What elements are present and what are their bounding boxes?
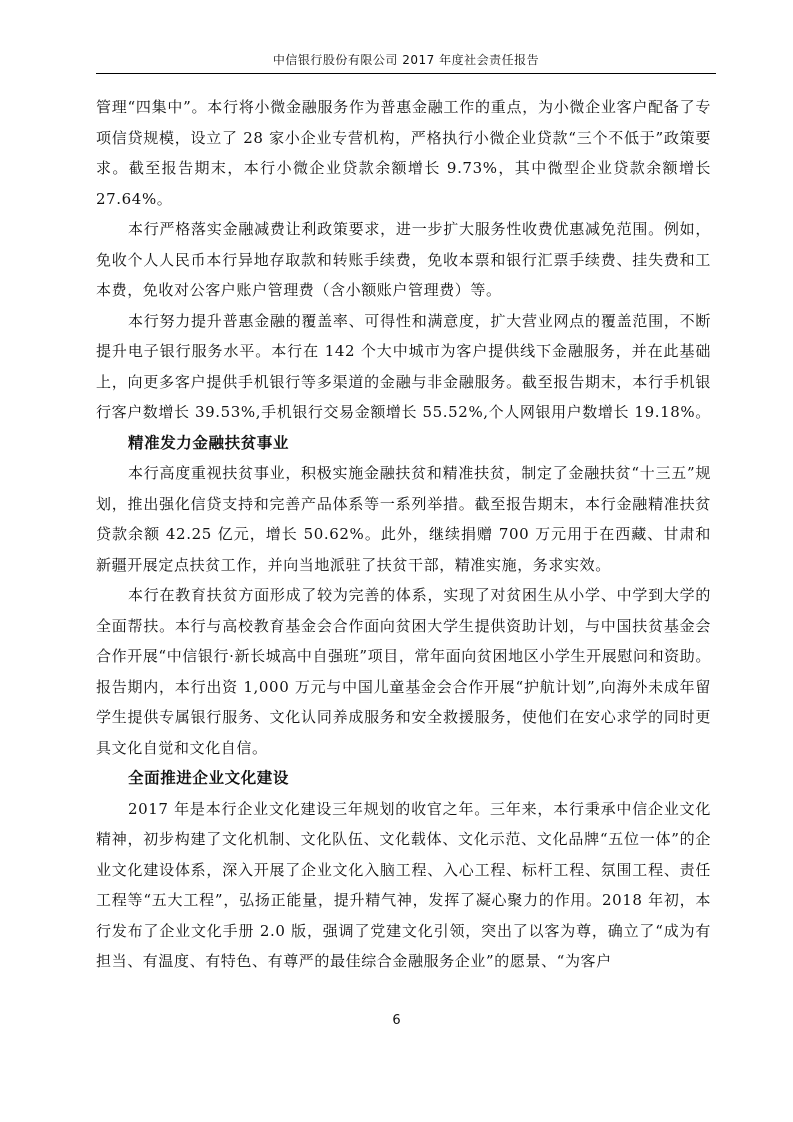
page-body <box>96 92 711 977</box>
header-divider <box>96 73 716 74</box>
paragraph-fee-reduction: 本行严格落实金融减费让利政策要求，进一步扩大服务性收费优惠减免范围。例如，免收个人人民币本行异地存取款和转账手续费，免收本票和银行汇票手续费、挂失费和工本费，免收对公客户账户管理费（含小额账户管理费）等。 <box>96 220 711 299</box>
paragraph-inclusive-finance-coverage: 本行努力提升普惠金融的覆盖率、可得性和满意度，扩大营业网点的覆盖范围，不断提升电子银行服务水平。本行在 142 个大中城市为客户提供线下金融服务，并在此基础上，向更多客户提供手机银行等多渠道的金融与非金融服务。截至报告期末，本行手机银行客户数增长 39.53%,手机银行交易金额增长 55.52%,个人网银用户数增长 19.18%。 <box>96 311 711 421</box>
paragraph-small-micro-finance: 管理“四集中”。本行将小微金融服务作为普惠金融工作的重点，为小微企业客户配备了专项信贷规模，设立了 28 家小企业专营机构，严格执行小微企业贷款“三个不低于”政策要求。截至报告期末，本行小微企业贷款余额增长 9.73%，其中微型企业贷款余额增长 27.64%。 <box>96 98 711 208</box>
paragraph-education-poverty-alleviation: 本行在教育扶贫方面形成了较为完善的体系，实现了对贫困生从小学、中学到大学的全面帮扶。本行与高校教育基金会合作面向贫困大学生提供资助计划，与中国扶贫基金会合作开展“中信银行·新长城高中自强班”项目，常年面向贫困地区小学生开展慰问和资助。报告期内，本行出资 1,000 万元与中国儿童基金会合作开展“护航计划”,向海外未成年留学生提供专属银行服务、文化认同养成服务和安全救援服务，使他们在安心求学的同时更具文化自觉和文化自信。 <box>96 586 711 757</box>
section-heading-poverty-alleviation: 精准发力金融扶贫事业 <box>128 433 290 452</box>
page-number: 6 <box>392 1013 401 1028</box>
report-header-title: 中信银行股份有限公司 2017 年度社会责任报告 <box>272 53 540 67</box>
paragraph-corporate-culture: 2017 年是本行企业文化建设三年规划的收官之年。三年来，本行秉承中信企业文化精神，初步构建了文化机制、文化队伍、文化载体、文化示范、文化品牌“五位一体”的企业文化建设体系，深入开展了企业文化入脑工程、入心工程、标杆工程、氛围工程、责任工程等“五大工程”，弘扬正能量，提升精气神，发挥了凝心聚力的作用。2018 年初，本行发布了企业文化手册 2.0 版，强调了党建文化引领，突出了以客为尊，确立了“成为有担当、有温度、有特色、有尊严的最佳综合金融服务企业”的愿景、“为客户 <box>96 799 711 970</box>
paragraph-financial-poverty-alleviation: 本行高度重视扶贫事业，积极实施金融扶贫和精准扶贫，制定了金融扶贫“十三五”规划，推出强化信贷支持和完善产品体系等一系列举措。截至报告期末，本行金融精准扶贫贷款余额 42.25 亿元，增长 50.62%。此外，继续捐赠 700 万元用于在西藏、甘肃和新疆开展定点扶贫工作，并向当地派驻了扶贫干部，精准实施，务求实效。 <box>96 464 711 574</box>
section-heading-corporate-culture: 全面推进企业文化建设 <box>128 769 290 787</box>
